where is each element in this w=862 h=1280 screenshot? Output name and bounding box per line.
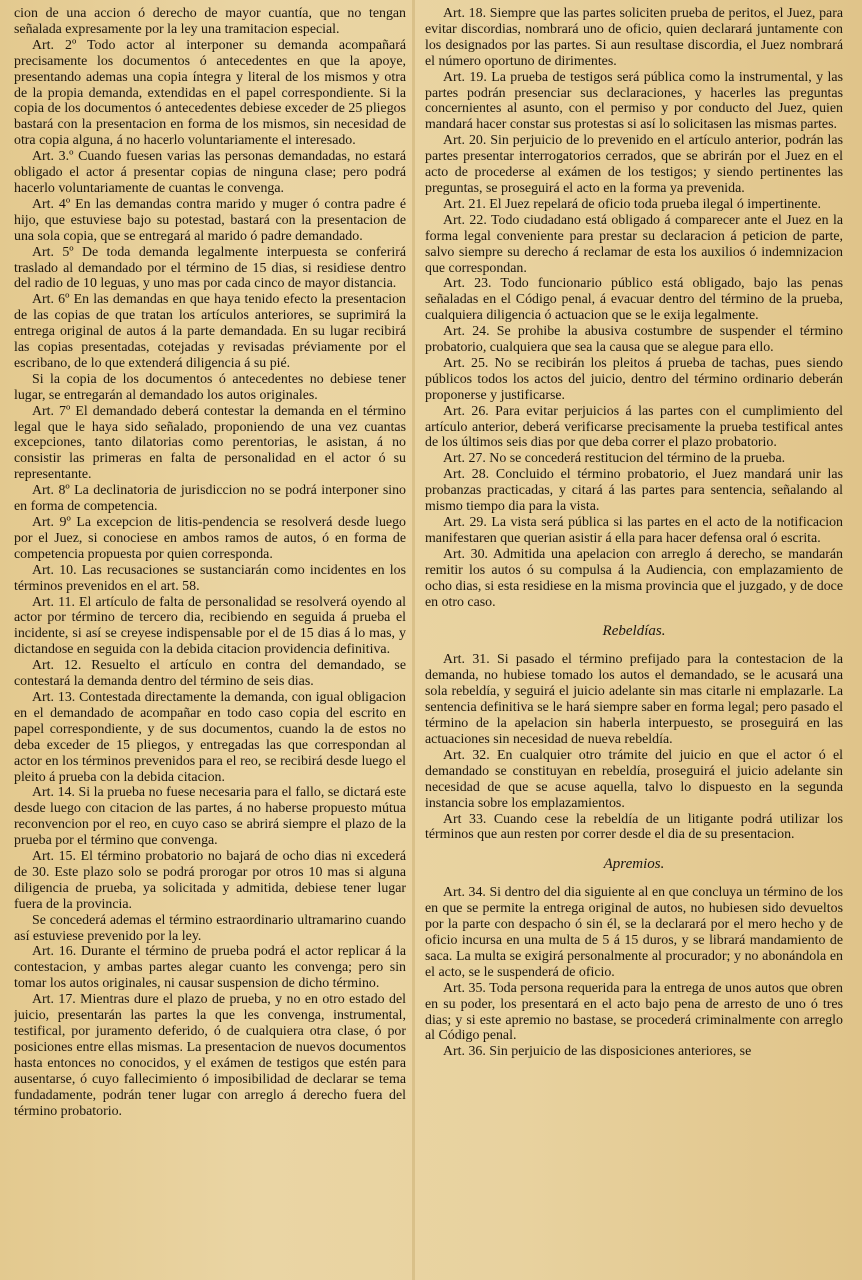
article-27: Art. 27. No se concederá restitucion del término de la prueba. <box>443 451 786 467</box>
article-3: Art. 3.º Cuando fuesen varias las personas demandadas, no estará obligado el actor á presentar copias de ninguna clase; pero podrá hacerlo voluntariamente de cuantas le convenga. <box>14 149 406 196</box>
article-34: Art. 34. Si dentro del dia siguiente al en que concluya un término de los en que se permite la entrega original de autos, no hubiesen sido devueltos por la parte con despacho ó sin él, se la declarará por el mero hecho y de oficio incursa en una multa de 5 á 15 duros, y se librará mandamiento de saca. La multa se exigirá personalmente al procurador; y no abonándola en el acto, se le suspenderá de oficio. <box>425 885 843 980</box>
article-13: Art. 13. Contestada directamente la demanda, con igual obligacion en el demandado de acompañar en todo caso copia del escrito en papel correspondiente, y de sus documentos, cuando la de estos no deba exceder de 15 pliegos, y entregadas las que correspondan al actor en los términos prevenidos para el reo, se recibirá desde luego el pleito á prueba con la debida citacion. <box>14 689 406 785</box>
article-2: Art. 2º Todo actor al interponer su demanda acompañará precisamente los documentos ó antecedentes en que la apoye, presentando ademas una copia íntegra y literal de los mismos y otra de la propia demanda, extendidas en el papel correspondiente. Si la copia de los documentos ó antecedentes debiese exceder de 25 pliegos bastará con la presentacion en forma de los mismos, sin necesidad de otra copia alguna, á no hacerlo voluntariamente el interesado. <box>14 37 406 149</box>
left-column <box>14 6 406 1276</box>
article-15: Art. 15. El término probatorio no bajará de ocho dias ni excederá de 30. Este plazo solo se podrá prorogar por otros 10 mas si alguna diligencia de prueba, ya solicitada y admitida, debiese tener lugar fuera de la provincia. <box>14 849 406 912</box>
article-10: Art. 10. Las recusaciones se sustanciarán como incidentes en los términos prevenidos en el art. 58. <box>14 562 406 594</box>
article-9: Art. 9º La excepcion de litis-pendencia se resolverá desde luego por el Juez, si conociese en ambos ramos de autos, ó en forma de competencia propuesta por quien corresponda. <box>14 515 406 562</box>
article-35: Art. 35. Toda persona requerida para la entrega de unos autos que obren en su poder, los presentará en el acto bajo pena de arresto de uno ó tres dias; y si este apremio no bastase, se procederá criminalmente con arreglo al Código penal. <box>425 980 843 1044</box>
article-14: Art. 14. Si la prueba no fuese necesaria para el fallo, se dictará este desde luego con citacion de las partes, á no haberse propuesto mútua reconvencion por el reo, en cuyo caso se abrirá siempre el plazo de la prueba por el término que convenga. <box>14 785 406 849</box>
article-32: Art. 32. En cualquier otro trámite del juicio en que el actor ó el demandado se constituyan en rebeldía, proseguirá el juicio adelante sin necesidad de que se acuse aquella, talvo lo dispuesto en la segunda instancia sobre los emplazamientos. <box>425 747 843 811</box>
right-column <box>425 6 843 1276</box>
article-11: Art. 11. El artículo de falta de personalidad se resolverá oyendo al actor por término de tercero dia, recibiendo en seguida á prueba el incidente, si así se creyese indispensable por el de 15 dias á lo mas, y dictandose en seguida con la debida citacion providencia definitiva. <box>14 594 406 658</box>
article-7: Art. 7º El demandado deberá contestar la demanda en el término legal que le haya sido señalado, proponiendo de una vez cuantas excepciones, tanto dilatorias como perentorias, le asistan, á no consistir las primeras en falta de personalidad en el actor ó su representante. <box>14 403 406 483</box>
article-33: Art 33. Cuando cese la rebeldía de un litigante podrá utilizar los términos que aun resten por correr desde el dia de su presentacion. <box>425 811 843 843</box>
section-heading-rebeldias: Rebeldías. <box>602 623 666 640</box>
article-4: Art. 4º En las demandas contra marido y muger ó contra padre é hijo, que estuviese bajo su potestad, bastará con la presentacion de una sola copia, que se entregará al marido ó padre demandado. <box>14 196 406 244</box>
article-31: Art. 31. Si pasado el término prefijado para la contestacion de la demanda, no hubiese tomado los autos el demandado, se le acusará una sola rebeldía, y seguirá el juicio adelante sin mas citarle ni emplazarle. La sentencia definitiva se le hará siempre saber en forma legal; pero pasado el término de la apelacion sin haberla interpuesto, se proseguirá en las actuaciones sin necesidad de nueva rebeldía. <box>425 652 843 747</box>
article-28: Art. 28. Concluido el término probatorio, el Juez mandará unir las probanzas practicadas, y citará á las partes para sentencia, señalando al mismo tiempo dia para la vista. <box>425 467 843 515</box>
column-divider <box>412 0 415 1280</box>
article-30: Art. 30. Admitida una apelacion con arreglo á derecho, se mandarán remitir los autos ó su compulsa á la Audiencia, con emplazamiento de ocho dias, si esta residiese en la misma provincia que el juzgado, y de doce en otro caso. <box>425 546 843 610</box>
article-5: Art. 5º De toda demanda legalmente interpuesta se conferirá traslado al demandado por el término de 15 dias, si residiese dentro del radio de 10 leguas, y uno mas por cada cinco de mayor distancia. <box>14 244 406 292</box>
article-29: Art. 29. La vista será pública si las partes en el acto de la notificacion manifestaren que querian asistir á ella para hacer defensa oral ó escrita. <box>425 515 843 546</box>
article-36: Art. 36. Sin perjuicio de las disposiciones anteriores, se <box>443 1044 752 1060</box>
paragraph-continuation: cion de una accion ó derecho de mayor cuantía, que no tengan señalada expresamente por la ley una tramitacion especial. <box>14 6 406 37</box>
article-17: Art. 17. Mientras dure el plazo de prueba, y no en otro estado del juicio, presentarán las partes la que les convenga, instrumental, testifical, por juramento deferido, ó de cualquiera otra clase, ó por posiciones entre ellas mismas. La presentacion de nuevos documentos hasta entonces no conocidos, y el exámen de testigos que estén para ausentarse, ó cuyo fallecimiento ó imposibilidad de declarar se tema fundadamente, podrán tener lugar con arreglo á derecho fuera del término probatorio. <box>14 992 406 1119</box>
article-25: Art. 25. No se recibirán los pleitos á prueba de tachas, pues siendo públicos todos los actos del juicio, dentro del término ordinario deberán proponerse y justificarse. <box>425 355 843 403</box>
article-19: Art. 19. La prueba de testigos será pública como la instrumental, y las partes podrán presenciar sus declaraciones, y hacerles las preguntas concernientes al asunto, con el permiso y por conducto del Juez, quien mandará hacer constar sus protestas si así lo solicitasen las mismas partes. <box>425 69 843 133</box>
article-22: Art. 22. Todo ciudadano está obligado á comparecer ante el Juez en la forma legal conveniente para prestar su declaracion á peticion de parte, salvo siempre su derecho á reclamar de esta los auxilios ó indemnizacion que correspondan. <box>425 212 843 276</box>
article-6-paragraph-2: Si la copia de los documentos ó antecedentes no debiese tener lugar, se entregarán al demandado los autos originales. <box>14 371 406 403</box>
article-12: Art. 12. Resuelto el artículo en contra del demandado, se contestará la demanda dentro del término de seis dias. <box>14 658 406 690</box>
section-heading-apremios: Apremios. <box>603 856 665 873</box>
article-15-paragraph-2: Se concederá ademas el término estraordinario ultramarino cuando así estuviese prevenido por la ley. <box>14 912 406 944</box>
article-23: Art. 23. Todo funcionario público está obligado, bajo las penas señaladas en el Código penal, á evacuar dentro del término de la prueba, cualquiera diligencia ó actuacion que se le exija legalmente. <box>425 276 843 324</box>
article-24: Art. 24. Se prohibe la abusiva costumbre de suspender el término probatorio, cualquiera que sea la causa que se alegue para ello. <box>425 324 843 356</box>
article-26: Art. 26. Para evitar perjuicios á las partes con el cumplimiento del artículo anterior, deberá verificarse precisamente la prueba testifical antes de los últimos seis dias por que deba correr el plazo probatorio. <box>425 403 843 451</box>
article-20: Art. 20. Sin perjuicio de lo prevenido en el artículo anterior, podrán las partes presentar interrogatorios cerrados, que se abrirán por el Juez en el acto de procederse al exámen de los testigos; y siendo pertinentes las preguntas, se proseguirá el acto en la forma ya prevenida. <box>425 133 843 196</box>
article-6: Art. 6º En las demandas en que haya tenido efecto la presentacion de las copias de que tratan los artículos anteriores, se suprimirá la entrega original de autos á la parte demandada. En su lugar recibirá las copias presentadas, cotejadas y revisadas préviamente por el escribano, de lo que extenderá diligencia á su pié. <box>14 292 406 371</box>
article-21: Art. 21. El Juez repelará de oficio toda prueba ilegal ó impertinente. <box>443 196 821 212</box>
article-16: Art. 16. Durante el término de prueba podrá el actor replicar á la contestacion, y ambas partes alegar cuanto les convenga; pero sin tomar los autos originales, ni causar suspension de dicho término. <box>14 944 406 992</box>
article-8: Art. 8º La declinatoria de jurisdiccion no se podrá interponer sino en forma de competencia. <box>14 483 406 515</box>
article-18: Art. 18. Siempre que las partes soliciten prueba de peritos, el Juez, para evitar discordias, nombrará uno de oficio, quien declarará juntamente con los designados por las partes. Si aun resultase discordia, el Juez nombrará el número oportuno de dirimentes. <box>425 6 843 69</box>
